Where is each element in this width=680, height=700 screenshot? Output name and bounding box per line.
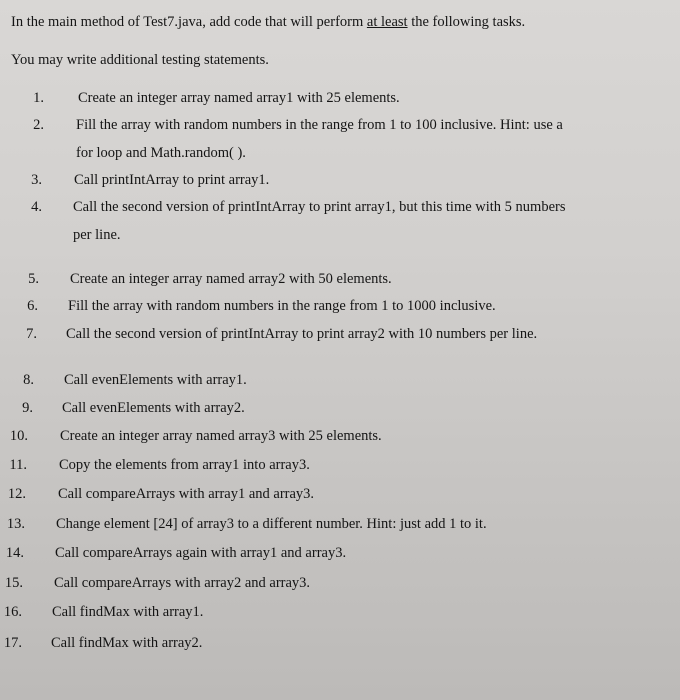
task-number: 7.	[26, 326, 37, 342]
task-text-line: Call compareArrays with array2 and array3.	[54, 575, 311, 591]
task-number: 13.	[6, 516, 25, 532]
task-text-line: Call evenElements with array1.	[64, 372, 247, 388]
task-text-line: Call compareArrays again with array1 and array3.	[55, 545, 347, 561]
task-text-line: Fill the array with random numbers in the range from 1 to 100 inclusive. Hint: use a	[76, 117, 563, 133]
task-text-line: Call compareArrays with array1 and array3.	[58, 486, 315, 502]
task-text-line: Fill the array with random numbers in the range from 1 to 1000 inclusive.	[68, 298, 496, 314]
task-text-line: Call evenElements with array2.	[62, 400, 245, 416]
task-number: 11.	[9, 457, 27, 473]
task-text-line: Change element [24] of array3 to a different number. Hint: just add 1 to it.	[56, 516, 487, 532]
task-text-line: Call the second version of printIntArray to print array1, but this time with 5 numbers	[73, 199, 566, 215]
task-number: 4.	[31, 199, 42, 215]
task-text-line: Create an integer array named array1 with 25 elements.	[78, 90, 400, 106]
task-text-line: Create an integer array named array2 with 50 elements.	[70, 271, 392, 287]
task-text-line: Call findMax with array1.	[52, 604, 204, 620]
task-number: 8.	[23, 372, 34, 388]
task-text-line: Copy the elements from array1 into array3.	[59, 457, 310, 473]
task-text-line: Call the second version of printIntArray to print array2 with 10 numbers per line.	[66, 326, 538, 342]
intro-text-a: In the main method of Test7.java, add code that will perform	[11, 14, 367, 30]
intro-emphasis: at least	[366, 14, 408, 30]
task-text-line: Call printIntArray to print array1.	[74, 172, 270, 188]
intro-text-b: the following tasks.	[407, 14, 526, 30]
task-number: 12.	[7, 486, 26, 502]
task-number: 3.	[31, 172, 42, 188]
intro-line-1	[11, 14, 525, 31]
task-text-line: Create an integer array named array3 with 25 elements.	[60, 428, 382, 444]
task-number: 16.	[3, 604, 22, 620]
task-number: 17.	[3, 635, 22, 651]
task-number: 15.	[4, 575, 23, 591]
task-text-line: per line.	[73, 227, 121, 243]
task-number: 2.	[33, 117, 44, 133]
intro-line-2: You may write additional testing statements.	[11, 52, 269, 68]
task-number: 14.	[5, 545, 24, 561]
task-number: 9.	[22, 400, 33, 416]
task-text-line: Call findMax with array2.	[51, 635, 203, 651]
task-number: 6.	[27, 298, 38, 314]
task-number: 5.	[28, 271, 39, 287]
task-text-line: for loop and Math.random( ).	[76, 145, 246, 161]
task-number: 1.	[33, 90, 44, 106]
task-number: 10.	[9, 428, 28, 444]
